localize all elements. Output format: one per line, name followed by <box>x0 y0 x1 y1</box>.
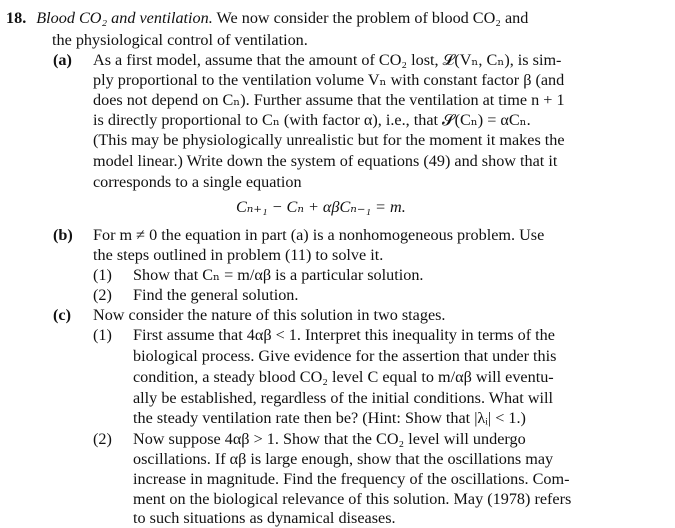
part-c-item1-line: the steady ventilation rate then be? (Hint: Show that |λᵢ| < 1.) <box>133 409 526 427</box>
part-c-item1-line: biological process. Give evidence for the assertion that under this <box>133 347 557 365</box>
part-c-item2-line: oscillations. If αβ is large enough, show that the oscillations may <box>133 450 554 468</box>
part-b-line: For m ≠ 0 the equation in part (a) is a nonhomogeneous problem. Use <box>93 226 545 244</box>
part-b-item-text: Show that Cₙ = m/αβ is a particular solution. <box>133 266 424 284</box>
problem-title: Blood CO₂ and ventilation. <box>36 9 213 27</box>
part-b-item-label: (2) <box>93 286 112 304</box>
display-equation: Cₙ₊₁ − Cₙ + αβCₙ₋₁ = m. <box>236 198 406 216</box>
part-c-item2-line: to such situations as dynamical diseases. <box>133 509 396 527</box>
problem-intro-1: We now consider the problem of blood CO₂ and <box>212 9 529 27</box>
part-a-line: is directly proportional to Cₙ (with factor α), i.e., that 𝓢(Cₙ) = αCₙ. <box>93 111 531 129</box>
part-c-item2-line: increase in magnitude. Find the frequency of the oscillations. Com- <box>133 470 570 488</box>
part-a-label: (a) <box>53 51 72 69</box>
part-b-item-text: Find the general solution. <box>133 286 299 304</box>
part-c-item2-line: ment on the biological relevance of this solution. May (1978) refers <box>133 490 572 508</box>
part-c-item2-label: (2) <box>93 430 112 448</box>
part-c-line: Now consider the nature of this solution in two stages. <box>93 306 446 324</box>
problem-intro-2: the physiological control of ventilation. <box>52 31 308 49</box>
part-c-label: (c) <box>53 306 71 324</box>
part-a-line: does not depend on Cₙ). Further assume that the ventilation at time n + 1 <box>93 91 565 109</box>
part-c-item1-line: condition, a steady blood CO₂ level C equal to m/αβ will eventu- <box>133 368 554 386</box>
problem-number: 18. <box>6 9 27 27</box>
part-c-item1-line: First assume that 4αβ < 1. Interpret this inequality in terms of the <box>133 326 555 344</box>
part-c-item1-label: (1) <box>93 326 112 344</box>
part-c-item1-line: ally be established, regardless of the initial conditions. What will <box>133 389 554 407</box>
part-a-line: ply proportional to the ventilation volume Vₙ with constant factor β (and <box>93 71 565 89</box>
part-a-line: As a first model, assume that the amount of CO₂ lost, 𝓛(Vₙ, Cₙ), is sim- <box>93 51 562 69</box>
part-a-line: corresponds to a single equation <box>93 173 302 191</box>
part-a-line: model linear.) Write down the system of equations (49) and show that it <box>93 152 558 170</box>
part-b-line: the steps outlined in problem (11) to solve it. <box>93 246 384 264</box>
part-c-item2-line: Now suppose 4αβ > 1. Show that the CO₂ level will undergo <box>133 430 526 448</box>
part-b-item-label: (1) <box>93 266 112 284</box>
problem-header <box>6 9 528 28</box>
part-a-line: (This may be physiologically unrealistic but for the moment it makes the <box>93 131 565 149</box>
part-b-label: (b) <box>53 226 73 244</box>
